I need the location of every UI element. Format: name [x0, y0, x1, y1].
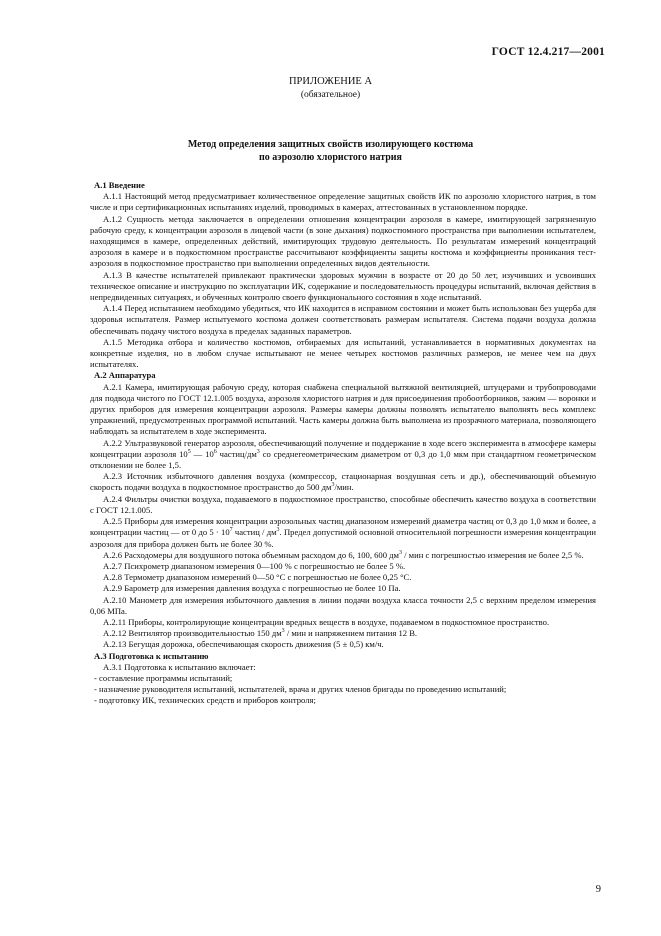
- standard-header: ГОСТ 12.4.217—2001: [491, 46, 605, 58]
- text-run: частиц / дм: [232, 527, 277, 538]
- superscript: 3: [331, 482, 335, 489]
- text-run: А.2.2 Ультразвуковой генератор аэрозоля, обеспечивающий получение и поддержание в ходе всего эксперимента в атмосфере камеры концентрации аэрозоля 10: [90, 437, 596, 459]
- paragraph-a2-3: [90, 471, 596, 493]
- paragraph-a2-5: [90, 516, 596, 550]
- superscript: 3: [398, 549, 402, 556]
- paragraph-a2-7: А.2.7 Психрометр диапазоном измерения 0—100 % с погрешностью не более 5 %.: [103, 560, 406, 571]
- appendix-title: ПРИЛОЖЕНИЕ А: [288, 76, 373, 87]
- page-number: 9: [595, 884, 601, 895]
- paragraph-a2-9: А.2.9 Барометр для измерения давления воздуха с погрешностью не более 10 Па.: [103, 583, 401, 594]
- text-run: / мин и напряжением питания 12 В.: [284, 628, 418, 639]
- document-body: [90, 180, 596, 707]
- text-run: /мин.: [334, 482, 354, 493]
- superscript: 3: [276, 527, 280, 534]
- superscript: 7: [229, 527, 233, 534]
- superscript: 5: [187, 449, 191, 456]
- text-run: частиц/дм: [216, 448, 257, 459]
- paragraph-a2-8: А.2.8 Термометр диапазоном измерений 0—50 °С с погрешностью не более 0,25 °С.: [103, 572, 412, 583]
- document-title-line-1: Метод определения защитных свойств изолирующего костюма: [187, 139, 474, 150]
- paragraph-a2-6: [90, 550, 596, 561]
- paragraph-a1-4: А.1.4 Перед испытанием необходимо убедиться, что ИК находится в исправном состоянии и может быть использован без ущерба для здоровья испытателя. Размер испытуемого костюма должен соответствовать размерам испытателя. Система подачи воздуха должна обеспечивать подачу чистого воздуха в пределах заданных параметров.: [90, 303, 596, 336]
- document-title-line-2: по аэрозолю хлористого натрия: [259, 152, 402, 163]
- section-heading-a2: А.2 Аппаратура: [94, 370, 156, 381]
- paragraph-a1-5: А.1.5 Методика отбора и количество костюмов, отбираемых для испытаний, устанавливается в нормативных документах на конкретные изделия, но в любом случае испытывают не менее четырех костюмов различных размеров, не менее чем на двух испытателях.: [90, 336, 596, 370]
- list-item: - назначение руководителя испытаний, испытателей, врача и других членов бригады по проведению испытаний;: [94, 684, 507, 695]
- list-item: - составление программы испытаний;: [94, 672, 233, 683]
- paragraph-a3-1: А.3.1 Подготовка к испытанию включает:: [103, 661, 256, 672]
- text-run: — 10: [190, 448, 214, 459]
- paragraph-a2-1: А.2.1 Камера, имитирующая рабочую среду, которая снабжена специальной вытяжной вентиляцией, штуцерами и трубопроводами для подвода чистого по ГОСТ 12.1.005 воздуха, аэрозоля хлористого натрия и для присоединения пробоотборников, зажим — воронки и других приборов для измерения концентрации аэрозоля. Размеры камеры должны позволять испытателю выполнять весь комплекс упражнений, предусмотренных программой испытаний. Часть камеры должна быть выполнена из прозрачного материала, позволяющего наблюдать за испытателем в ходе эксперимента.: [90, 381, 596, 437]
- text-run: / мин с погрешностью измерения не более 2,5 %.: [401, 549, 584, 560]
- paragraph-a1-2: А.1.2 Сущность метода заключается в определении отношения концентрации аэрозоля в камере, имитирующей загрязненную рабочую среду, к концентрации аэрозоля в лицевой части (в зоне дыхания) подкостюмного пространства при выполнении испытателем, находящимся в камере, определенных действий, имитирующих трудовую деятельность. По результатам измерений концентраций аэрозоля в камере и в подкостюмном пространстве рассчитывают коэффициенты защиты костюма и коэффициенты проникания тест-аэрозоля в подкостюмное пространство при выполнении определенных видов деятельности.: [90, 213, 596, 269]
- superscript: 3: [256, 449, 260, 456]
- paragraph-a1-3: А.1.3 В качестве испытателей привлекают практически здоровых мужчин в возрасте от 20 до 50 лет, изучивших и усвоивших техническое описание и инструкцию по эксплуатации ИК, содержание и последовательность процедуры испытаний, включая действия в непредвиденных ситуациях, и обученных контролю своего функционального состояния в ходе испытаний.: [90, 269, 596, 303]
- text-run: А.2.3 Источник избыточного давления воздуха (компрессор, стационарная воздушная сеть и др.), обеспечивающий объемную скорость подачи воздуха в подкостюмное пространство до 500 дм: [90, 471, 596, 493]
- paragraph-a2-13: А.2.13 Бегущая дорожка, обеспечивающая скорость движения (5 ± 0,5) км/ч.: [103, 639, 384, 650]
- section-heading-a1: А.1 Введение: [94, 180, 145, 190]
- document-title: [0, 138, 661, 164]
- paragraph-a2-11: А.2.11 Приборы, контролирующие концентрации вредных веществ в воздухе, подаваемом в подкостюмное пространство.: [103, 616, 550, 627]
- text-run: . Предел допустимой основной относительной погрешности измерения концентрации аэрозоля для прибора должен быть не более 30 %.: [90, 527, 596, 549]
- paragraph-a2-2: [90, 438, 596, 472]
- superscript: 6: [213, 449, 217, 456]
- text-run: А.2.6 Расходомеры для воздушного потока объемным расходом до 6, 100, 600 дм: [103, 549, 399, 560]
- text-run: со среднегеометрическим диаметром от 0,3 до 1,0 мкм при стандартном геометрическом отклонении не более 1,5.: [90, 448, 596, 471]
- paragraph-a2-12: [90, 628, 596, 639]
- list-item: - подготовку ИК, технических средств и приборов контроля;: [94, 695, 316, 706]
- paragraph-a2-10: А.2.10 Манометр для измерения избыточного давления в линии подачи воздуха класса точности 2,5 с верхним пределом измерения 0,06 МПа.: [90, 594, 596, 616]
- paragraph-a1-1: А.1.1 Настоящий метод предусматривает количественное определение защитных свойств ИК по аэрозолю хлористого натрия, в том числе и при сертификационных испытаниях изделий, проводимых в камерах, аттестованных в установленном порядке.: [90, 191, 596, 213]
- superscript: 3: [281, 628, 285, 635]
- paragraph-a2-4: А.2.4 Фильтры очистки воздуха, подаваемого в подкостюмное пространство, способные обеспечить качество воздуха в соответствии с ГОСТ 12.1.005.: [90, 493, 596, 515]
- section-heading-a3: А.3 Подготовка к испытанию: [94, 650, 209, 661]
- text-run: А.2.12 Вентилятор производительностью 150 дм: [103, 628, 282, 639]
- appendix-subtitle: (обязательное): [300, 90, 361, 100]
- text-run: А.2.5 Приборы для измерения концентрации аэрозольных частиц диапазоном измерений диаметра частиц от 0,3 до 1,0 мкм и более, а концентрации частиц — от 0 до 5 · 10: [90, 516, 596, 538]
